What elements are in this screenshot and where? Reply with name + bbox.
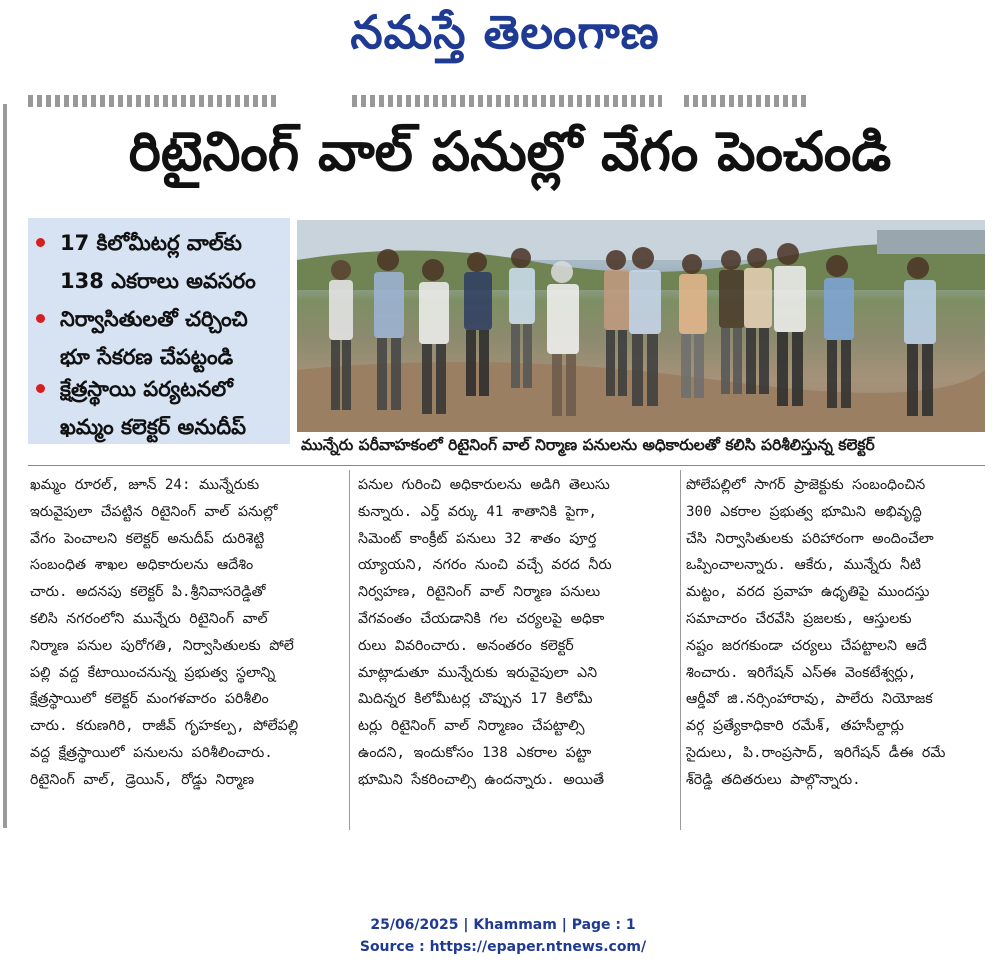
column-divider <box>349 470 350 830</box>
article-line: ఒప్పించాలన్నారు. ఆకేరు, మున్నేరు నీటి <box>686 557 921 574</box>
article-line: పనుల గురించి అధికారులను అడిగి తెలుసు <box>358 477 610 493</box>
footer-date-edition: 25/06/2025 | Khammam | Page : 1 <box>370 917 636 933</box>
article-line: రులు వివరించారు. అనంతరం కలెక్టర్ <box>358 637 574 654</box>
article-line: నిర్వహణ, రిటైనింగ్ వాల్ నిర్మాణ పనులు <box>358 584 601 601</box>
article-line: య్యాయని, నగరం నుంచి వచ్చే వరద నీరు <box>358 557 612 574</box>
article-line: సమాచారం చేరవేసి ప్రజలకు, ఆస్తులకు <box>686 610 912 627</box>
headline <box>30 118 990 198</box>
masthead-logo <box>300 4 710 72</box>
photo-illustration <box>297 220 985 432</box>
article-line: భూమిని సేకరించాల్సి ఉందన్నారు. అయితే <box>358 771 605 788</box>
article-line: నష్టం జరగకుండా చర్యలు చేపట్టాలని ఆదే <box>686 637 927 654</box>
footer-source: Source : https://epaper.ntnews.com/ <box>359 939 647 955</box>
article-column-1 <box>30 472 335 794</box>
article-column-2 <box>358 472 676 794</box>
highlight-item: క్షేత్రస్థాయి పర్యటనలో ఖమ్మం కలెక్టర్ అనుదీప్ <box>36 370 286 446</box>
article-line: నిర్మాణ పనుల పురోగతి, నిర్వాసితులకు పోలే <box>30 637 294 654</box>
article-column-3 <box>686 472 986 794</box>
page-edge-bar <box>3 104 7 828</box>
article-line: టర్లు రిటైనింగ్ వాల్ నిర్మాణం చేపట్టాల్సి <box>358 718 585 735</box>
bullet-dot-icon <box>36 384 45 393</box>
cut-text-strip <box>28 95 276 107</box>
article-line: వద్ద క్షేత్రస్థాయిలో పనులను పరిశీలించారు. <box>30 744 273 761</box>
article-line: వేగం పెంచాలని కలెక్టర్ అనుదీప్ దురిశెట్టి <box>30 530 265 547</box>
section-divider <box>28 465 985 466</box>
photo-caption <box>297 432 985 462</box>
article-line: ఉందని, ఇందుకోసం 138 ఎకరాల పట్టా <box>358 744 592 761</box>
article-line: వర్గ ప్రత్యేకాధికారి రమేశ్, తహసీల్దార్లు <box>686 718 904 735</box>
article-line: శ్‌రెడ్డి తదితరులు పాల్గొన్నారు. <box>686 771 861 788</box>
masthead-title: నమస్తే తెలంగాణ <box>350 5 660 59</box>
article-line: ఆర్డీవో జి.నర్సింహారావు, పాలేరు నియోజక <box>686 691 933 708</box>
photo-caption-text: మున్నేరు పరీవాహకంలో రిటైనింగ్ వాల్ నిర్మాణ పనులను అధికారులతో కలిసి పరిశీలిస్తున్న కలెక్టర్ <box>301 436 875 454</box>
headline-text: రిటైనింగ్ వాల్ పనుల్లో వేగం పెంచండి <box>128 119 892 183</box>
highlight-item: 17 కిలోమీటర్ల వాల్‌కు 138 ఎకరాలు అవసరం <box>36 224 286 300</box>
article-line: మాట్లాడుతూ మున్నేరుకు ఇరువైపులా ఎని <box>358 664 598 681</box>
article-line: రిటైనింగ్ వాల్, డ్రెయిన్, రోడ్డు నిర్మాణ <box>30 771 255 788</box>
article-line: మిదిన్నర కిలోమీటర్ల చొప్పున 17 కిలోమీ <box>358 691 593 708</box>
article-line: చారు. కరుణగిరి, రాజీవ్ గృహకల్ప, పోలేపల్లి <box>30 718 299 735</box>
article-line: మట్టం, వరద ప్రవాహ ఉధృతిపై ముందస్తు <box>686 584 930 601</box>
bullet-dot-icon <box>36 238 45 247</box>
article-line: సైదులు, పి.రాంప్రసాద్, ఇరిగేషన్ డీఈ రమే <box>686 744 946 761</box>
article-line: వేగవంతం చేయడానికి గల చర్యలపై అధికా <box>358 610 605 627</box>
bullet-dot-icon <box>36 314 45 323</box>
article-line: ఖమ్మం రూరల్, జూన్ 24: మున్నేరుకు <box>30 477 260 493</box>
article-line: కున్నారు. ఎర్త్ వర్కు 41 శాతానికి పైగా, <box>358 503 598 520</box>
article-line: క్షేత్రస్థాయిలో కలెక్టర్ మంగళవారం పరిశీలిం <box>30 691 269 708</box>
article-line: 300 ఎకరాల ప్రభుత్వ భూమిని అభివృద్ధి <box>686 503 922 520</box>
cut-text-strip <box>352 95 662 107</box>
article-line: కలిసి నగరంలోని మున్నేరు రిటైనింగ్ వాల్ <box>30 610 268 627</box>
article-line: ఇరువైపులా చేపట్టిన రిటైనింగ్ వాల్ పనుల్లో <box>30 503 278 520</box>
article-line: సిమెంట్ కాంక్రీట్ పనులు 32 శాతం పూర్త <box>358 530 597 547</box>
news-photo <box>297 220 985 432</box>
highlights-box <box>28 218 290 444</box>
article-line: పోలేపల్లిలో సాగర్ ప్రాజెక్టుకు సంబంధించిన <box>686 477 926 493</box>
page-footer <box>0 914 1006 958</box>
article-line: చారు. అదనపు కలెక్టర్ పి.శ్రీనివాసరెడ్డితో <box>30 584 266 601</box>
article-line: సంబంధిత శాఖల అధికారులను ఆదేశిం <box>30 557 254 574</box>
cut-text-strip <box>684 95 810 107</box>
highlight-item: నిర్వాసితులతో చర్చించి భూ సేకరణ చేపట్టండి <box>36 300 286 376</box>
article-line: శించారు. ఇరిగేషన్ ఎస్ఈ వెంకటేశ్వర్లు, <box>686 664 917 681</box>
article-line: పల్లి వద్ద కేటాయించనున్న ప్రభుత్వ స్థలాన్ని <box>30 664 276 681</box>
article-line: చేసి నిర్వాసితులకు పరిహారంగా అందించేలా <box>686 530 934 547</box>
column-divider <box>680 470 681 830</box>
